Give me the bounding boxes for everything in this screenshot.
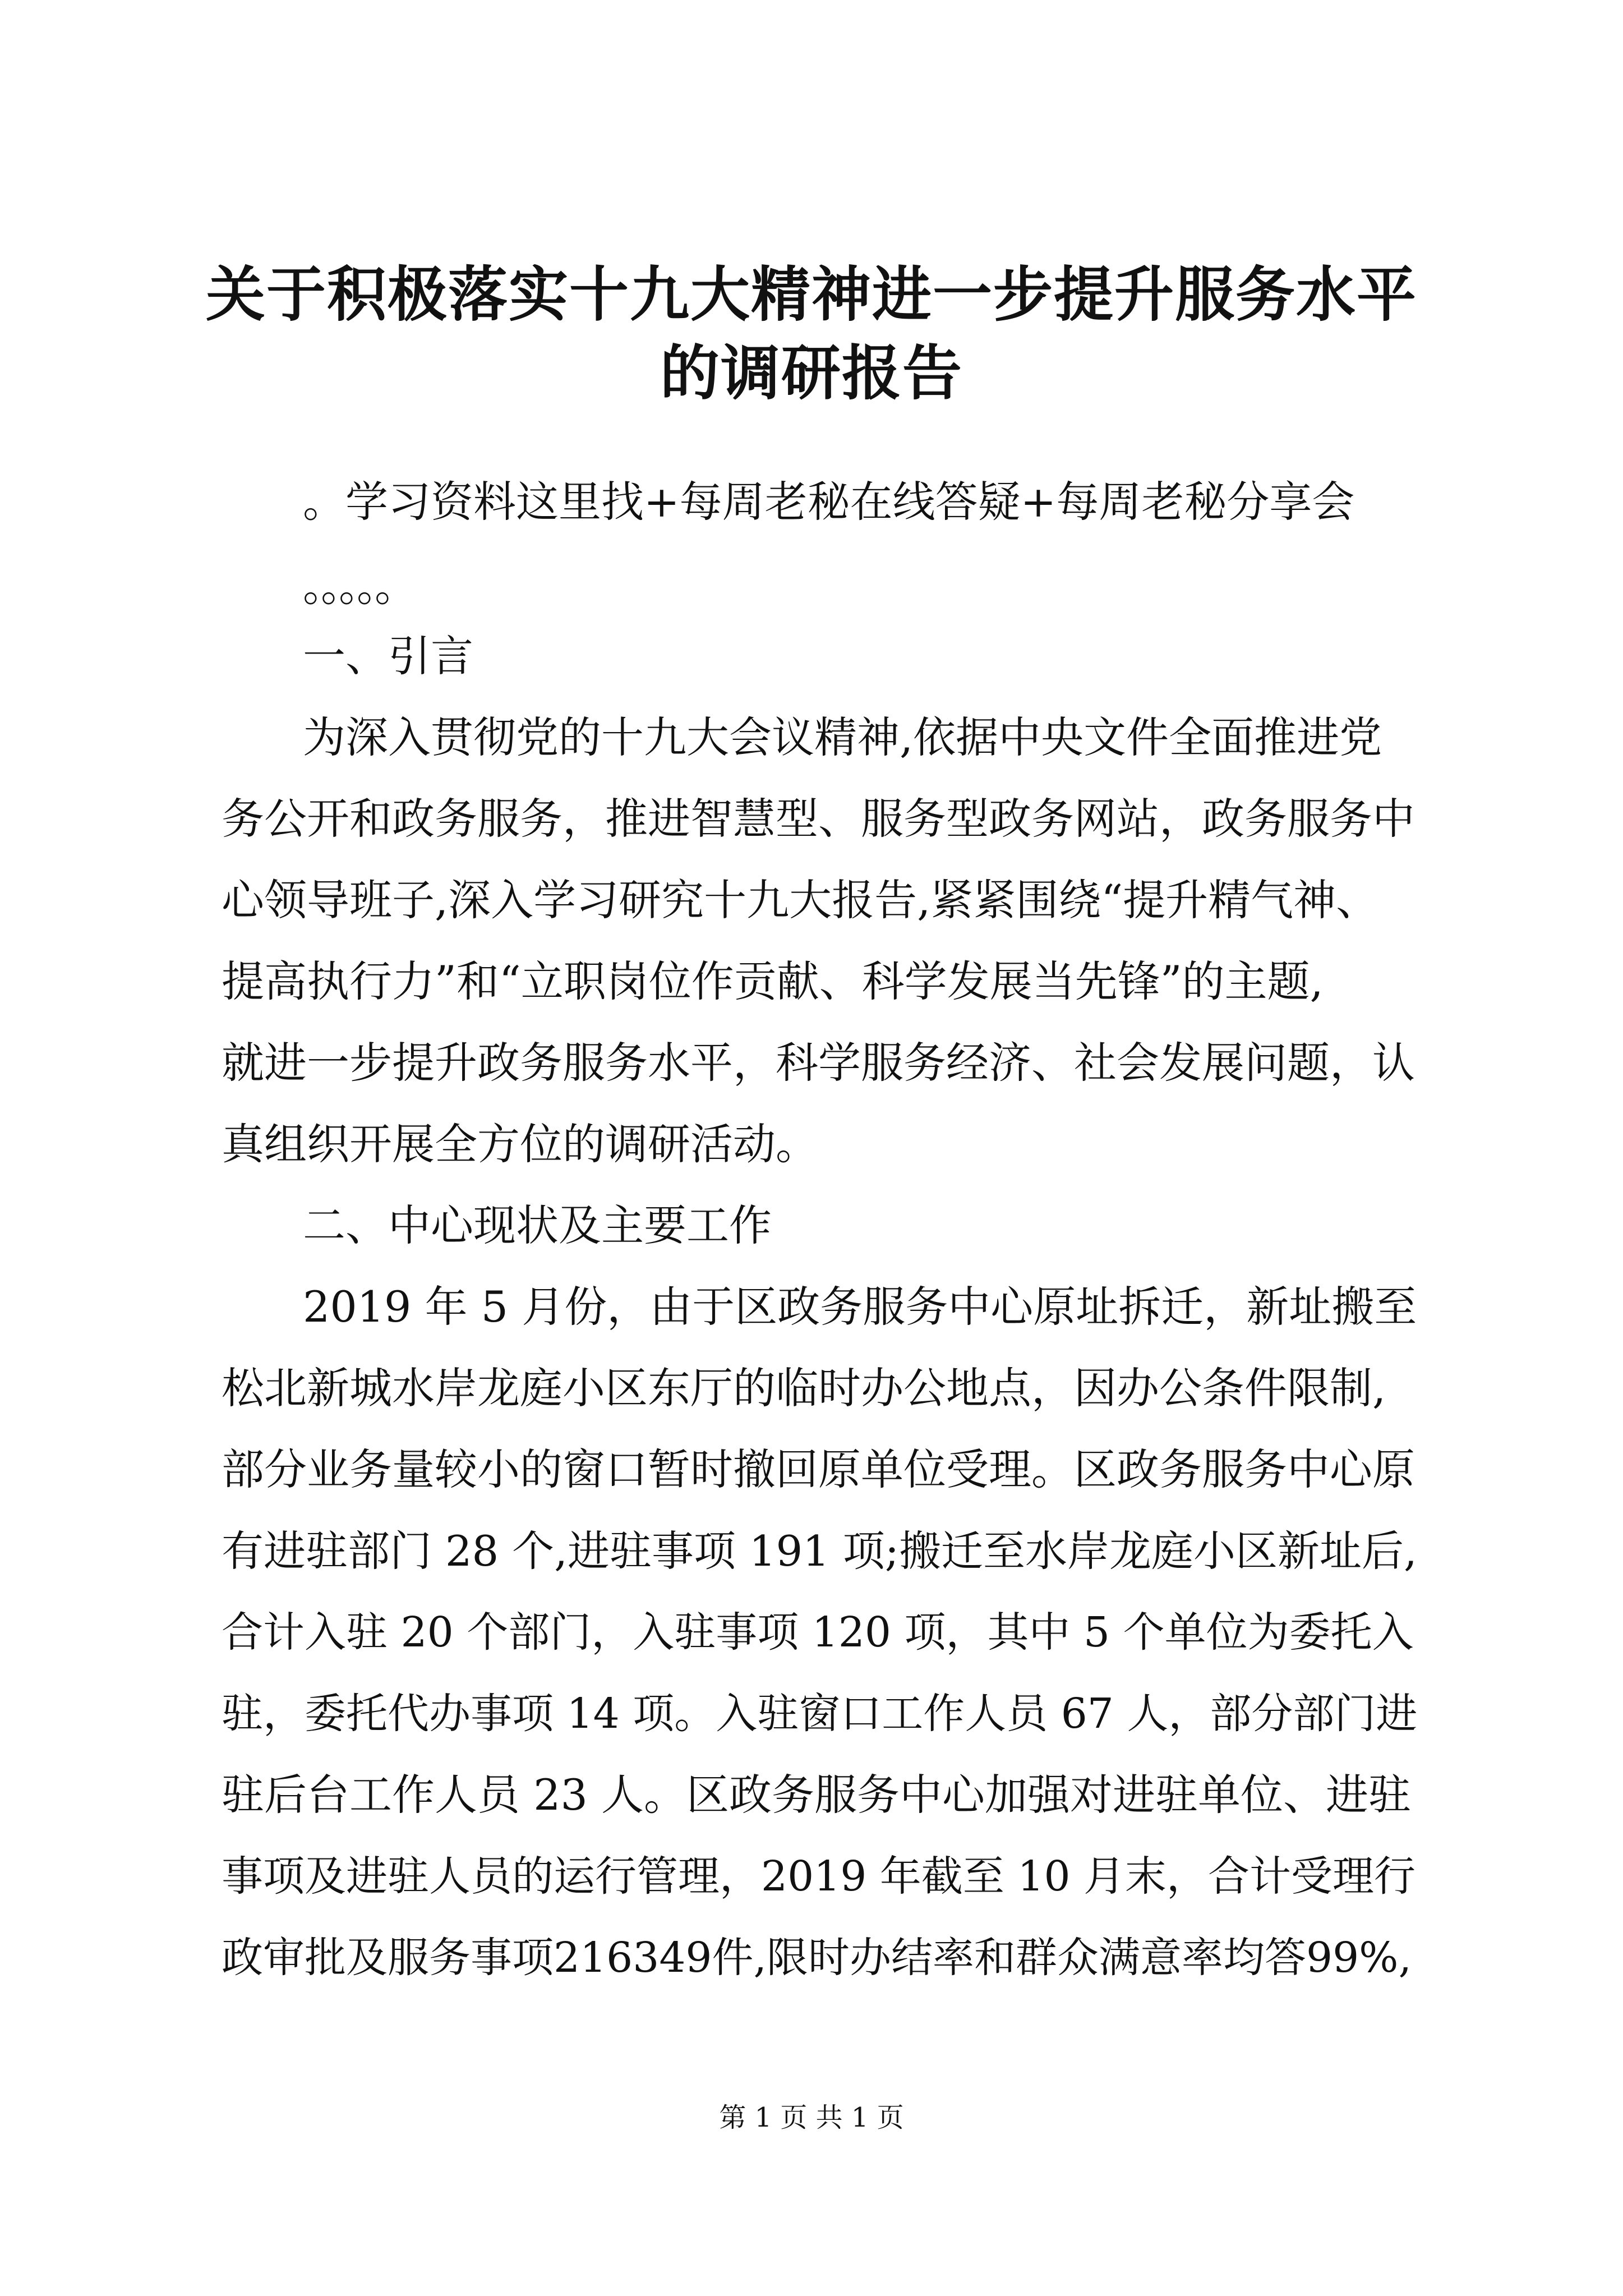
paragraph-line: 驻，委托代办事项 14 项。入驻窗口工作人员 67 人，部分部门进 (222, 1690, 1418, 1738)
page-footer: 第 1 页 共 1 页 (719, 2102, 904, 2133)
section2-heading: 二、中心现状及主要工作 (303, 1200, 772, 1250)
paragraph-line: 部分业务量较小的窗口暂时撤回原单位受理。区政务服务中心原 (222, 1444, 1415, 1494)
paragraph-line: 务公开和政务服务，推进智慧型、服务型政务网站，政务服务中 (222, 794, 1415, 844)
paragraph-line: 松北新城水岸龙庭小区东厅的临时办公地点，因办公条件限制, (222, 1363, 1386, 1413)
paragraph-line: 事项及进驻人员的运行管理，2019 年截至 10 月末，合计受理行 (222, 1852, 1416, 1901)
promo-line: 。学习资料这里找+每周老秘在线答疑+每周老秘分享会 (303, 477, 1355, 527)
paragraph-line: 提高执行力”和“立职岗位作贡献、科学发展当先锋”的主题, (222, 956, 1324, 1006)
paragraph-line: 2019 年 5 月份，由于区政务服务中心原址拆迁，新址搬至 (303, 1282, 1417, 1332)
paragraph-line: 心领导班子,深入学习研究十九大报告,紧紧围绕“提升精气神、 (222, 875, 1379, 925)
paragraph-line: 合计入驻 20 个部门，入驻事项 120 项，其中 5 个单位为委托入 (222, 1608, 1414, 1657)
paragraph-line: 驻后台工作人员 23 人。区政务服务中心加强对进驻单位、进驻 (222, 1770, 1412, 1820)
paragraph-line: 有进驻部门 28 个,进驻事项 191 项;搬迁至水岸龙庭小区新址后, (222, 1526, 1417, 1576)
promo-dots: 。。。。。 (303, 561, 414, 611)
paragraph-line: 为深入贯彻党的十九大会议精神,依据中央文件全面推进党 (303, 712, 1382, 762)
section1-heading: 一、引言 (303, 631, 473, 681)
paragraph-line: 就进一步提升政务服务水平，科学服务经济、社会发展问题，认 (222, 1038, 1415, 1088)
paragraph-line: 政审批及服务事项216349件,限时办结率和群众满意率均答99%, (222, 1934, 1412, 1982)
paragraph-line: 真组织开展全方位的调研活动。 (222, 1119, 818, 1169)
document-title-line-2: 的调研报告 (660, 338, 963, 408)
document-title-line-1: 关于积极落实十九大精神进一步提升服务水平 (206, 259, 1417, 329)
